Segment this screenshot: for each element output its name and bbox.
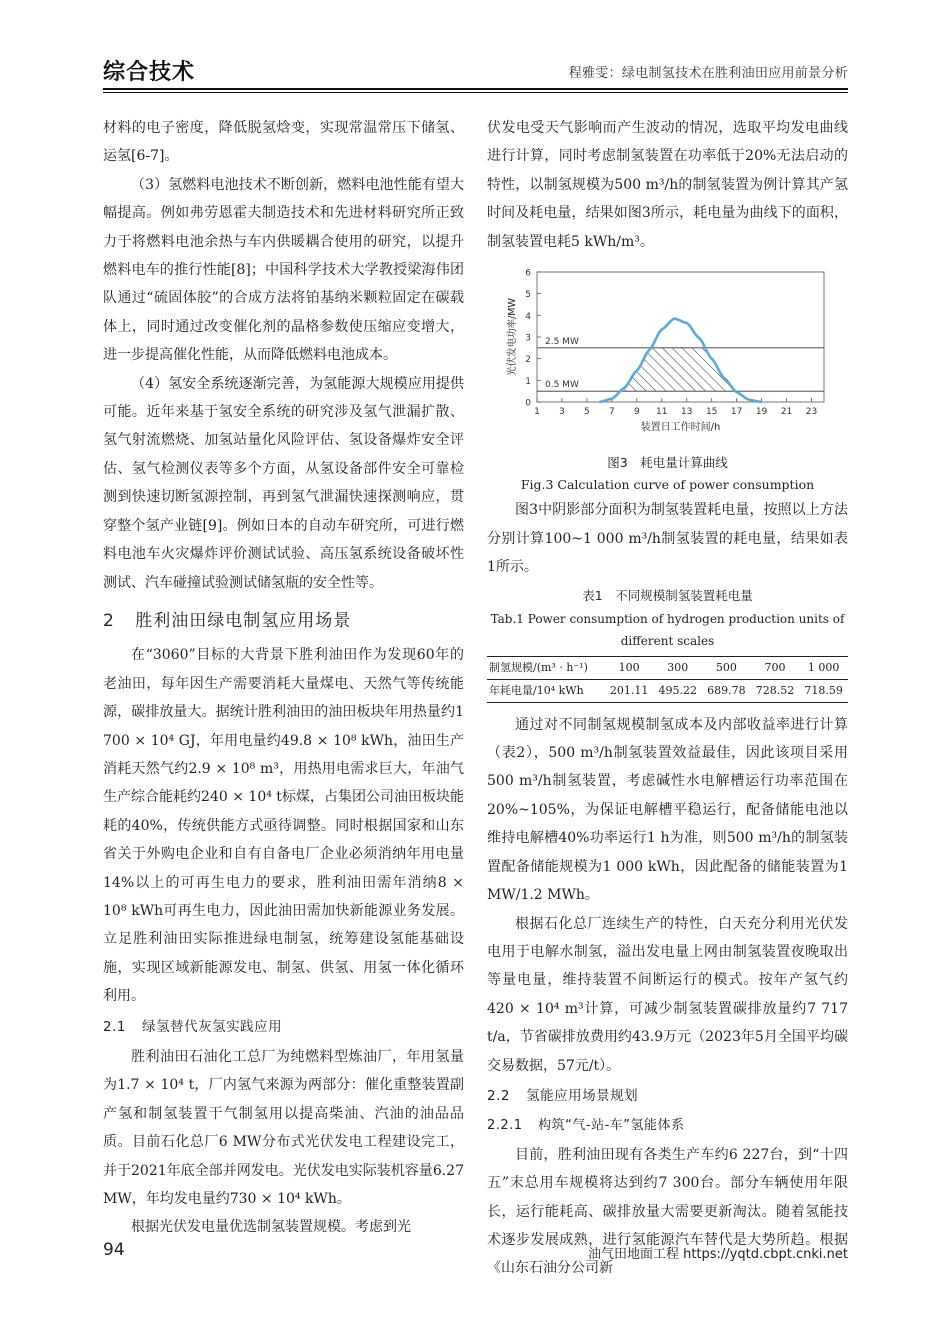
x-tick-label: 23 xyxy=(805,407,818,418)
x-tick-label: 17 xyxy=(730,407,743,418)
y-tick-label: 5 xyxy=(525,290,531,301)
header-rule xyxy=(103,88,848,90)
journal-footer: 油气田地面工程 https://yqtd.cbpt.cnki.net xyxy=(587,1247,848,1262)
subsection-heading: 2.1 绿氢替代灰氢实践应用 xyxy=(103,1018,283,1035)
right-column xyxy=(487,114,848,1283)
threshold-label: 0.5 MW xyxy=(545,380,579,391)
table-row xyxy=(487,656,848,679)
x-tick-label: 7 xyxy=(609,407,615,418)
table-1 xyxy=(487,656,848,703)
table-cell: 201.11 xyxy=(605,679,654,702)
x-tick-label: 9 xyxy=(633,407,640,418)
section-title: 综合技术 xyxy=(103,60,196,85)
figure-caption-en: Fig.3 Calculation curve of power consumption xyxy=(520,477,815,493)
header-rule-thin xyxy=(103,92,848,93)
x-tick-label: 11 xyxy=(656,407,668,418)
y-tick-label: 1 xyxy=(525,376,531,387)
power-consumption-chart xyxy=(487,262,848,442)
table-row xyxy=(487,679,848,702)
table-cell: 689.78 xyxy=(702,679,751,702)
paragraph: 胜利油田石油化工总厂为纯燃料型炼油厂，年用氢量为1.7 × 10⁴ t，厂内氢气来源为两部分：催化重整装置副产氢和制氢装置干气制氢用以提高柴油、汽油的油品品质。目前石化总厂6 MW分布式光伏发电工程建设完工，并于2021年底全部并网发电。光伏发电实际装机容量6.27 MW，年均发电量约730 × 10⁴ kWh。 xyxy=(103,1049,464,1208)
table-cell: 100 xyxy=(605,656,654,679)
table-caption-cn: 表1 不同规模制氢装置耗电量 xyxy=(582,587,753,603)
subsubsection-heading: 2.2.1 构筑“气-站-车”氢能体系 xyxy=(487,1118,685,1134)
x-tick-label: 13 xyxy=(681,407,693,418)
x-tick-label: 1 xyxy=(534,407,540,418)
paragraph: （3）氢燃料电池技术不断创新，燃料电池性能有望大幅提高。例如弗劳恩霍夫制造技术和先进材料研究所正致力于将燃料电池余热与车内供暖耦合使用的研究，以提升燃料电车的推行性能[8]；中国科学技术大学教授梁海伟团队通过“硫固体胶”的合成方法将铂基纳米颗粒固定在碳载体上，同时通过改变催化剂的晶格参数使压缩应变增大，进一步提高催化性能，从而降低燃料电池成本。 xyxy=(103,176,464,364)
y-tick-label: 4 xyxy=(525,311,531,322)
paragraph: 图3中阴影部分面积为制氢装置耗电量，按照以上方法分别计算100~1 000 m³/h制氢装置的耗电量，结果如表1所示。 xyxy=(487,502,848,576)
y-axis-label: 光伏发电功率/MW xyxy=(507,298,518,376)
page-number: 94 xyxy=(103,1240,125,1260)
table-cell: 495.22 xyxy=(653,679,702,702)
y-tick-label: 0 xyxy=(525,398,531,409)
paragraph: 伏发电受天气影响而产生波动的情况，选取平均发电曲线进行计算，同时考虑制氢装置在功率低于20%无法启动的特性，以制氢规模为500 m³/h的制氢装置为例计算其产氢时间及耗电量，结果如图3所示，耗电量为曲线下的面积，制氢装置电耗5 kWh/m³。 xyxy=(487,120,848,250)
subsection-heading: 2.2 氢能应用场景规划 xyxy=(487,1087,639,1104)
x-tick-label: 5 xyxy=(584,407,590,418)
x-tick-label: 3 xyxy=(559,407,565,418)
y-tick-label: 2 xyxy=(525,355,531,366)
x-axis-label: 装置日工作时间/h xyxy=(640,422,721,434)
table-row-label: 年耗电量/10⁴ kWh xyxy=(487,679,605,702)
figure-caption-cn: 图3 耗电量计算曲线 xyxy=(607,455,728,471)
paragraph: 根据石化总厂连续生产的特性，白天充分利用光伏发电用于电解水制氢，溢出发电量上网由制氢装置夜晚取出等量电量，维持装置不间断运行的模式。按年产氢气约420 × 10⁴ m³计算，可减少制氢装置碳排放量约7 717 t/a，节省碳排放费用约43.9万元（2023年5月全国平均碳交易数据，57元/t）。 xyxy=(487,915,848,1074)
figure-3 xyxy=(487,262,848,496)
threshold-label: 2.5 MW xyxy=(545,336,579,347)
paragraph: 在“3060”目标的大背景下胜利油田作为发现60年的老油田，每年因生产需要消耗大量煤电、天然气等传统能源，碳排放量大。据统计胜利油田的油田板块年用热量约1 700 × 10⁴ GJ，年用电量约49.8 × 10⁸ kWh，油田生产消耗天然气约2.9 × 10⁸ m³，用热用电需求巨大，年油气生产综合能耗约240 × 10⁴ t标煤，占集团公司油田板块能耗的40%，传统供能方式亟待调整。同时根据国家和山东省关于外购电企业和自有自备电厂企业必须消纳年用电量14%以上的可再生电力的要求，胜利油田需年消纳8 × 10⁸ kWh可再生电力，因此油田需加快新能源业务发展。立足胜利油田实际推进绿电制氢，统筹建设氢能基础设施，实现区域新能源发电、制氢、供氢、用氢一体化循环利用。 xyxy=(103,647,464,1005)
x-tick-label: 15 xyxy=(705,407,718,418)
table-cell: 1 000 xyxy=(799,656,848,679)
section-heading: 2 胜利油田绿电制氢应用场景 xyxy=(103,610,352,631)
article-running-title: 程雅雯：绿电制氢技术在胜利油田应用前景分析 xyxy=(568,66,848,81)
table-cell: 728.52 xyxy=(751,679,800,702)
table-cell: 300 xyxy=(653,656,702,679)
table-cell: 700 xyxy=(751,656,800,679)
table-row-label: 制氢规模/(m³ · h⁻¹) xyxy=(487,656,605,679)
table-cell: 500 xyxy=(702,656,751,679)
paragraph: 目前，胜利油田现有各类生产车约6 227台，到“十四五”末总用车规模将达到约7 300台。部分车辆使用年限长，运行能耗高、碳排放量大需要更新淘汰。随着氢能技术逐步发展成熟，进行氢能源汽车替代是大势所趋。根据《山东石油分公司新 xyxy=(487,1146,848,1277)
paragraph: 材料的电子密度，降低脱氢焓变，实现常温常压下储氢、运氢[6-7]。 xyxy=(103,120,464,165)
paragraph: 通过对不同制氢规模制氢成本及内部收益率进行计算（表2），500 m³/h制氢装置效益最佳，因此该项目采用500 m³/h制氢装置，考虑碱性水电解槽运行功率范围在20%~105%，为保证电解槽平稳运行，配备储能电池以维持电解槽40%功率运行1 h为准，则500 m³/h的制氢装置配备储能规模为1 000 kWh，因此配备的储能装置为1 MW/1.2 MWh。 xyxy=(487,716,848,904)
y-tick-label: 6 xyxy=(525,268,531,279)
left-column xyxy=(103,114,464,1242)
table-cell: 718.59 xyxy=(799,679,848,702)
x-tick-label: 21 xyxy=(780,407,793,418)
paragraph: 根据光伏发电量优选制氢装置规模。考虑到光 xyxy=(131,1219,411,1236)
paragraph: （4）氢安全系统逐渐完善，为氢能源大规模应用提供可能。近年来基于氢安全系统的研究涉及氢气泄漏扩散、氢气射流燃烧、加氢站量化风险评估、氢设备爆炸安全评估、氢气检测仪表等多个方面，从氢设备部件安全可靠检测到快速切断氢源控制，再到氢气泄漏快速探测响应，贯穿整个氢产业链[9]。例如日本的自动车研究所，可进行燃料电池车火灾爆炸评价测试试验、高压氢系统设备破坏性测试、汽车碰撞试验测试储氢瓶的安全性等。 xyxy=(103,375,464,591)
y-tick-label: 3 xyxy=(525,333,531,344)
table-caption-en: Tab.1 Power consumption of hydrogen production units of different scales xyxy=(490,611,845,648)
x-tick-label: 19 xyxy=(755,407,768,418)
